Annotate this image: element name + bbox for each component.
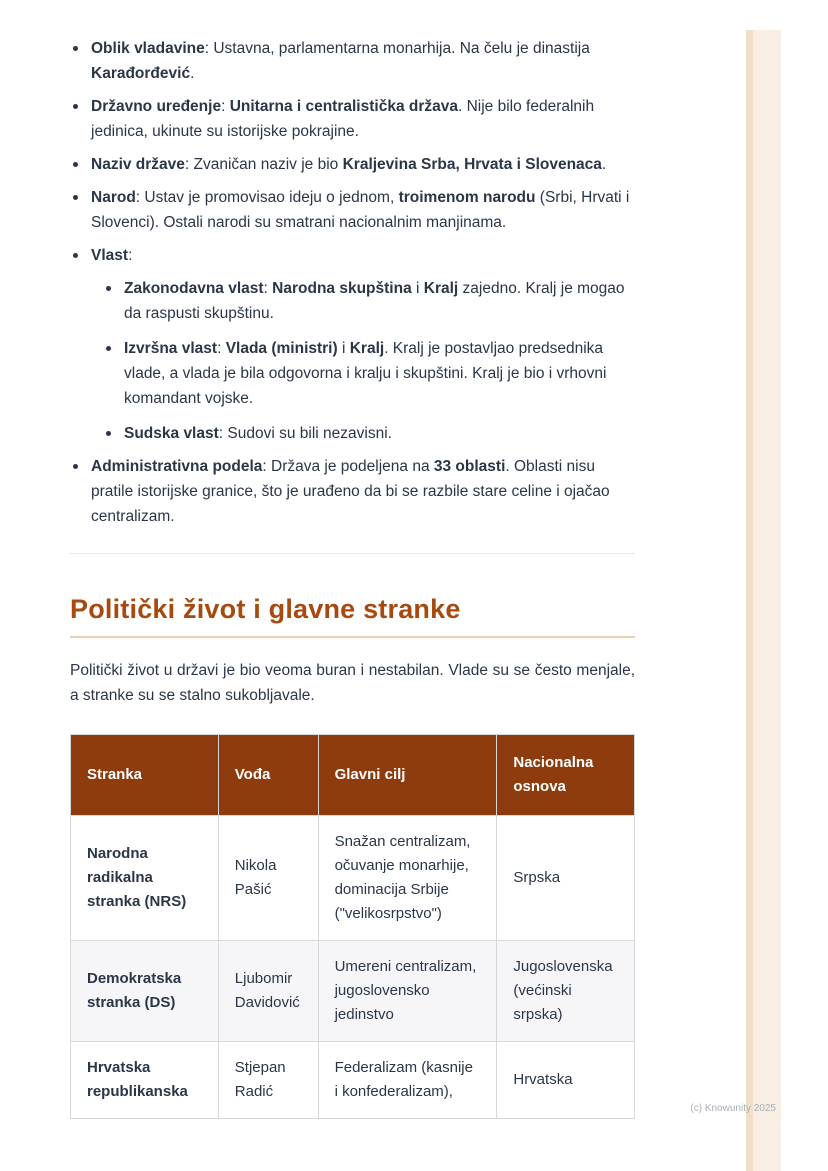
- heading-underline: [70, 636, 635, 638]
- bullet-text: [91, 243, 635, 446]
- table-cell: Hrvatska: [497, 1042, 635, 1119]
- page-edge-decoration: [746, 30, 781, 1171]
- text: : Ustav je promovisao ideju o jednom,: [135, 189, 399, 206]
- bullet-text: [91, 36, 635, 86]
- section-divider: [70, 553, 635, 554]
- document-content: [70, 0, 635, 1119]
- table-cell: Nikola Pašić: [218, 816, 318, 941]
- bullet-text: [124, 276, 635, 326]
- bullet-marker: [73, 46, 78, 51]
- table-cell: Ljubomir Davidović: [218, 941, 318, 1042]
- text: : Ustavna, parlamentarna monarhija. Na čelu je dinastija: [204, 40, 590, 57]
- bullet-text: [91, 185, 635, 235]
- bold-text: 33 oblasti: [433, 458, 506, 475]
- table-row: [71, 816, 635, 941]
- parties-table: [70, 734, 635, 1119]
- bullet-sublist: [91, 276, 635, 446]
- text: i: [337, 340, 350, 357]
- table-cell: Federalizam (kasnije i konfederalizam),: [318, 1042, 497, 1119]
- bullet-item: [70, 152, 635, 177]
- bullet-text: [91, 152, 635, 177]
- bold-text: Administrativna podela: [91, 458, 263, 475]
- bold-text: Kraljevina Srba, Hrvata i Slovenaca: [342, 156, 602, 173]
- text: : Država je podeljena na: [262, 458, 434, 475]
- table-cell: Narodna radikalna stranka (NRS): [71, 816, 219, 941]
- table-header-cell: Vođa: [218, 735, 318, 816]
- text: (Srbi, Hrvati i Slovenci). Ostali narodi su smatrani nacionalnim manjinama.: [91, 189, 630, 231]
- bullet-marker: [73, 253, 78, 258]
- text: : Zvaničan naziv je bio: [184, 156, 343, 173]
- text: : Sudovi su bili nezavisni.: [218, 425, 392, 442]
- table-header: [71, 735, 635, 816]
- bullet-item-sub: [103, 276, 635, 326]
- bullet-marker: [73, 104, 78, 109]
- bullet-item-sub: [103, 336, 635, 411]
- table-header-cell: Stranka: [71, 735, 219, 816]
- bold-text: Karađorđević: [91, 65, 191, 82]
- table-cell: Hrvatska republikanska: [71, 1042, 219, 1119]
- page-edge-band: [753, 30, 781, 1171]
- text: . Kralj je postavljao predsednika vlade, a vlada je bila odgovorna i kralju i skupštini. Kralj je bio i vrhovni komandant vojske.: [124, 340, 607, 407]
- bold-text: Kralj: [349, 340, 385, 357]
- bold-text: Vlast: [91, 247, 129, 264]
- text: :: [217, 340, 226, 357]
- text: .: [601, 156, 607, 173]
- table-header-cell: Glavni cilj: [318, 735, 497, 816]
- bold-text: Kralj: [423, 280, 459, 297]
- text: . Nije bilo federalnih jedinica, ukinute su istorijske pokrajine.: [91, 98, 595, 140]
- intro-paragraph: Politički život u državi je bio veoma buran i nestabilan. Vlade su se često menjale, a stranke su se stalno sukobljavale.: [70, 662, 635, 704]
- text: zajedno. Kralj je mogao da raspusti skupštinu.: [124, 280, 625, 322]
- bold-text: Izvršna vlast: [124, 340, 218, 357]
- bold-text: Naziv države: [91, 156, 185, 173]
- bullet-text: [124, 421, 635, 446]
- table-row: [71, 1042, 635, 1119]
- text: :: [128, 247, 133, 264]
- table-body: [71, 816, 635, 1119]
- text: :: [221, 98, 230, 115]
- table-cell: Stjepan Radić: [218, 1042, 318, 1119]
- bullet-item: [70, 94, 635, 144]
- bullet-item-sub: [103, 421, 635, 446]
- bullet-item: [70, 185, 635, 235]
- section-heading: Politički život i glavne stranke: [70, 594, 461, 624]
- bullet-list: [70, 36, 635, 529]
- text: .: [190, 65, 195, 82]
- bullet-item: [70, 454, 635, 529]
- bullet-text: [91, 454, 635, 529]
- bullet-marker: [106, 286, 111, 291]
- table-row: [71, 941, 635, 1042]
- bullet-marker: [73, 195, 78, 200]
- bold-text: Narodna skupština: [272, 280, 412, 297]
- table-cell: Jugoslovenska (većinski srpska): [497, 941, 635, 1042]
- bold-text: Zakonodavna vlast: [124, 280, 264, 297]
- copyright-watermark: (c) Knowunity 2025: [690, 1103, 776, 1114]
- bold-text: Unitarna i centralistička država: [229, 98, 458, 115]
- bold-text: Narod: [91, 189, 136, 206]
- bold-text: Državno uređenje: [91, 98, 222, 115]
- bold-text: Oblik vladavine: [91, 40, 205, 57]
- bullet-marker: [106, 346, 111, 351]
- table-header-row: [71, 735, 635, 816]
- page-edge-line: [746, 30, 753, 1171]
- bullet-marker: [73, 162, 78, 167]
- bold-text: Sudska vlast: [124, 425, 219, 442]
- text: i: [411, 280, 424, 297]
- bullet-marker: [73, 464, 78, 469]
- table-cell: Umereni centralizam, jugoslovensko jedinstvo: [318, 941, 497, 1042]
- table-cell: Snažan centralizam, očuvanje monarhije, dominacija Srbije ("velikosrpstvo"): [318, 816, 497, 941]
- bullet-text: [124, 336, 635, 411]
- text: . Oblasti nisu pratile istorijske granice, što je urađeno da bi se razbile stare celine i ojačao centralizam.: [91, 458, 610, 525]
- table-header-cell: Nacionalna osnova: [497, 735, 635, 816]
- text: :: [263, 280, 273, 297]
- bullet-marker: [106, 431, 111, 436]
- table-cell: Srpska: [497, 816, 635, 941]
- bullet-text: [91, 94, 635, 144]
- bold-text: Vlada (ministri): [225, 340, 338, 357]
- bold-text: troimenom narodu: [398, 189, 536, 206]
- bullet-item: [70, 36, 635, 86]
- bullet-item: [70, 243, 635, 446]
- table-cell: Demokratska stranka (DS): [71, 941, 219, 1042]
